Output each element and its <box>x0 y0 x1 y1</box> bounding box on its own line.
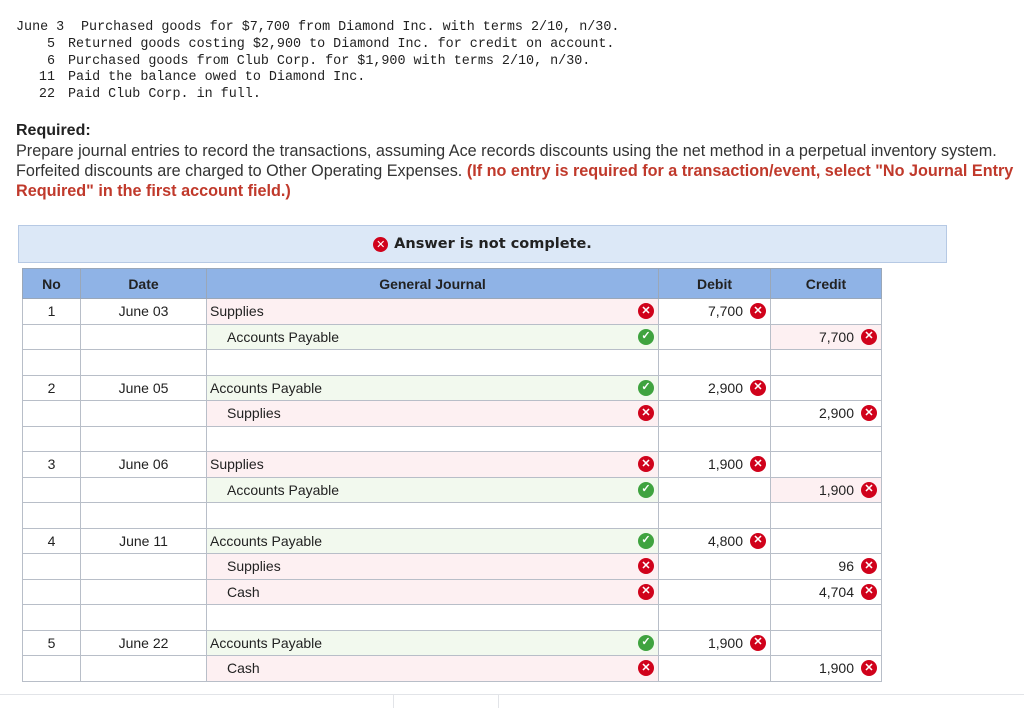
debit-field[interactable] <box>659 426 771 452</box>
table-row <box>23 401 882 427</box>
x-circle-icon: ✕ <box>638 456 654 472</box>
table-row <box>23 656 882 682</box>
account-name: Supplies <box>227 405 281 422</box>
debit-field[interactable] <box>659 605 771 631</box>
account-field[interactable] <box>207 324 659 350</box>
credit-field[interactable] <box>771 401 882 427</box>
entry-date-cell[interactable]: June 22 <box>81 630 207 656</box>
x-circle-icon: ✕ <box>750 635 766 651</box>
instructions-warning: (If no entry is required for a transaction/event, select "No Journal Entry Required" in the first account field.) <box>16 162 1014 200</box>
x-circle-icon: ✕ <box>638 660 654 676</box>
debit-field[interactable] <box>659 375 771 401</box>
account-name: Supplies <box>227 558 281 575</box>
credit-amount: 96 <box>838 558 854 575</box>
debit-amount: 1,900 <box>707 456 743 473</box>
entry-date-cell[interactable] <box>81 401 207 427</box>
account-field[interactable] <box>207 452 659 478</box>
transaction-line <box>16 37 619 54</box>
account-field[interactable] <box>207 426 659 452</box>
entry-number <box>23 656 81 682</box>
transaction-line <box>16 87 619 104</box>
credit-field[interactable] <box>771 605 882 631</box>
account-name: Accounts Payable <box>210 532 323 549</box>
table-row <box>23 554 882 580</box>
account-name: Cash <box>227 660 260 677</box>
debit-field[interactable] <box>659 477 771 503</box>
credit-field[interactable] <box>771 350 882 376</box>
entry-number <box>23 477 81 503</box>
debit-field[interactable] <box>659 630 771 656</box>
account-field[interactable] <box>207 299 659 325</box>
account-field[interactable] <box>207 477 659 503</box>
col-header-general-journal: General Journal <box>207 269 659 299</box>
entry-number: 5 <box>23 630 81 656</box>
answer-status-text: Answer is not complete. <box>394 236 592 252</box>
debit-field[interactable] <box>659 299 771 325</box>
entry-number <box>23 579 81 605</box>
transaction-date: 22 <box>38 87 55 103</box>
debit-field[interactable] <box>659 452 771 478</box>
entry-date-cell[interactable] <box>81 554 207 580</box>
transaction-line <box>16 54 619 71</box>
entry-date-cell[interactable]: June 11 <box>81 528 207 554</box>
credit-field[interactable] <box>771 579 882 605</box>
answer-status-banner <box>18 225 947 263</box>
credit-field[interactable] <box>771 630 882 656</box>
x-circle-icon: ✕ <box>861 660 877 676</box>
account-name: Accounts Payable <box>210 379 323 396</box>
table-row <box>23 630 882 656</box>
account-name: Accounts Payable <box>210 634 323 651</box>
credit-field[interactable] <box>771 299 882 325</box>
account-field[interactable] <box>207 528 659 554</box>
entry-number <box>23 324 81 350</box>
entry-date-cell[interactable] <box>81 579 207 605</box>
entry-number: 4 <box>23 528 81 554</box>
table-row <box>23 324 882 350</box>
account-field[interactable] <box>207 630 659 656</box>
x-circle-icon: ✕ <box>638 405 654 421</box>
debit-field[interactable] <box>659 528 771 554</box>
x-circle-icon: ✕ <box>750 456 766 472</box>
debit-field[interactable] <box>659 579 771 605</box>
debit-amount: 4,800 <box>707 532 743 549</box>
transaction-description: Paid the balance owed to Diamond Inc. <box>68 70 366 86</box>
x-circle-icon: ✕ <box>638 584 654 600</box>
entry-date-cell[interactable] <box>81 324 207 350</box>
transaction-list <box>16 20 619 104</box>
check-circle-icon: ✓ <box>638 329 654 345</box>
credit-amount: 1,900 <box>818 660 854 677</box>
transaction-description: Paid Club Corp. in full. <box>68 87 261 103</box>
bottom-divider-tick <box>498 695 499 708</box>
credit-field[interactable] <box>771 324 882 350</box>
entry-date-cell[interactable] <box>81 656 207 682</box>
x-circle-icon: ✕ <box>861 584 877 600</box>
debit-field[interactable] <box>659 503 771 529</box>
account-field[interactable] <box>207 350 659 376</box>
transaction-description: Purchased goods from Club Corp. for $1,900 with terms 2/10, n/30. <box>68 53 591 69</box>
x-circle-icon: ✕ <box>373 237 388 252</box>
table-row <box>23 579 882 605</box>
credit-field[interactable] <box>771 426 882 452</box>
x-circle-icon: ✕ <box>638 558 654 574</box>
col-header-debit: Debit <box>659 269 771 299</box>
entry-date-cell[interactable]: June 05 <box>81 375 207 401</box>
entry-number: 1 <box>23 299 81 325</box>
required-instructions <box>16 141 1024 201</box>
account-name: Cash <box>227 583 260 600</box>
entry-number <box>23 350 81 376</box>
transaction-date: 11 <box>38 70 55 86</box>
credit-field[interactable] <box>771 503 882 529</box>
credit-field[interactable] <box>771 477 882 503</box>
account-field[interactable] <box>207 656 659 682</box>
debit-field[interactable] <box>659 401 771 427</box>
entry-date-cell[interactable]: June 03 <box>81 299 207 325</box>
debit-amount: 2,900 <box>707 379 743 396</box>
debit-field[interactable] <box>659 656 771 682</box>
col-header-credit: Credit <box>771 269 882 299</box>
credit-field[interactable] <box>771 528 882 554</box>
entry-date-cell[interactable]: June 06 <box>81 452 207 478</box>
debit-amount: 7,700 <box>707 303 743 320</box>
account-name: Supplies <box>210 303 264 320</box>
credit-amount: 7,700 <box>818 328 854 345</box>
account-field[interactable] <box>207 375 659 401</box>
credit-amount: 2,900 <box>818 405 854 422</box>
table-row <box>23 350 882 376</box>
table-row <box>23 503 882 529</box>
check-circle-icon: ✓ <box>638 482 654 498</box>
col-header-no: No <box>23 269 81 299</box>
x-circle-icon: ✕ <box>861 558 877 574</box>
transaction-line <box>16 70 619 87</box>
x-circle-icon: ✕ <box>861 482 877 498</box>
table-row <box>23 452 882 478</box>
transaction-date: 5 <box>46 36 55 52</box>
debit-amount: 1,900 <box>707 634 743 651</box>
x-circle-icon: ✕ <box>638 303 654 319</box>
entry-number <box>23 554 81 580</box>
account-field[interactable] <box>207 605 659 631</box>
transaction-date: 6 <box>46 53 55 69</box>
entry-date-cell[interactable] <box>81 426 207 452</box>
entry-number <box>23 426 81 452</box>
x-circle-icon: ✕ <box>861 405 877 421</box>
credit-amount: 4,704 <box>818 583 854 600</box>
account-field[interactable] <box>207 503 659 529</box>
x-circle-icon: ✕ <box>750 533 766 549</box>
entry-date-cell[interactable] <box>81 350 207 376</box>
x-circle-icon: ✕ <box>750 380 766 396</box>
x-circle-icon: ✕ <box>750 303 766 319</box>
entry-number: 3 <box>23 452 81 478</box>
credit-field[interactable] <box>771 656 882 682</box>
col-header-date: Date <box>81 269 207 299</box>
account-field[interactable] <box>207 401 659 427</box>
bottom-divider <box>0 694 1024 695</box>
entry-number <box>23 605 81 631</box>
entry-date-cell[interactable] <box>81 477 207 503</box>
table-row <box>23 375 882 401</box>
transaction-description: Returned goods costing $2,900 to Diamond Inc. for credit on account. <box>68 36 615 52</box>
table-row <box>23 426 882 452</box>
journal-body <box>23 299 882 682</box>
table-row <box>23 477 882 503</box>
table-row <box>23 299 882 325</box>
debit-field[interactable] <box>659 554 771 580</box>
x-circle-icon: ✕ <box>861 329 877 345</box>
entry-date-cell[interactable] <box>81 503 207 529</box>
general-journal-table <box>22 268 882 682</box>
transaction-description: Purchased goods for $7,700 from Diamond Inc. with terms 2/10, n/30. <box>81 20 620 35</box>
entry-number: 2 <box>23 375 81 401</box>
transaction-date: June 3 <box>16 20 65 35</box>
credit-field[interactable] <box>771 554 882 580</box>
entry-number <box>23 401 81 427</box>
transaction-line <box>16 20 619 37</box>
table-header-row <box>23 269 882 299</box>
check-circle-icon: ✓ <box>638 533 654 549</box>
required-heading: Required: <box>16 122 91 139</box>
instructions-text: Prepare journal entries to record the transactions, assuming Ace records discounts using the net method in a perpetual inventory system. Forfeited discounts are charged to Other Operating Expenses. <box>16 142 997 180</box>
debit-field[interactable] <box>659 350 771 376</box>
credit-field[interactable] <box>771 375 882 401</box>
check-circle-icon: ✓ <box>638 380 654 396</box>
account-field[interactable] <box>207 579 659 605</box>
bottom-divider-tick <box>393 695 394 708</box>
entry-number <box>23 503 81 529</box>
credit-field[interactable] <box>771 452 882 478</box>
entry-date-cell[interactable] <box>81 605 207 631</box>
account-field[interactable] <box>207 554 659 580</box>
credit-amount: 1,900 <box>818 481 854 498</box>
table-row <box>23 528 882 554</box>
account-name: Supplies <box>210 456 264 473</box>
account-name: Accounts Payable <box>227 481 340 498</box>
check-circle-icon: ✓ <box>638 635 654 651</box>
debit-field[interactable] <box>659 324 771 350</box>
table-row <box>23 605 882 631</box>
account-name: Accounts Payable <box>227 328 340 345</box>
